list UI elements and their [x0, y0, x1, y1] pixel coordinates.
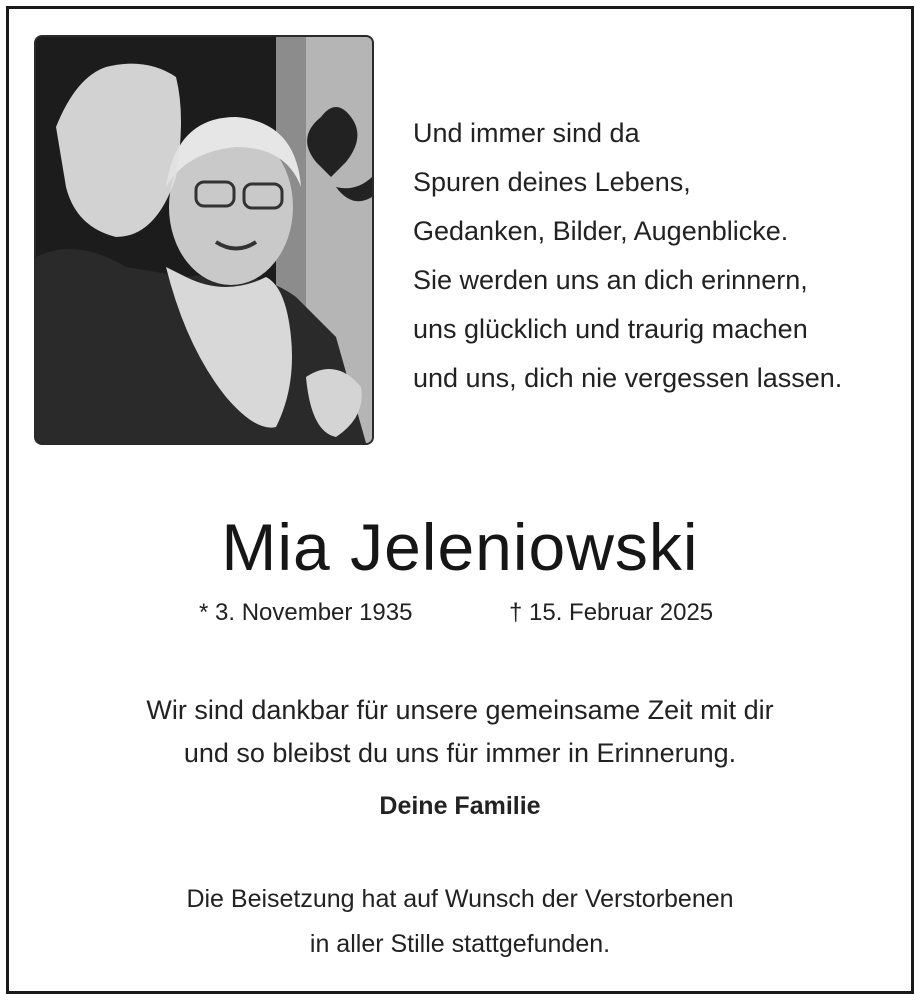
gratitude-message: [9, 689, 911, 775]
poem-line: Sie werden uns an dich erinnern,: [413, 265, 808, 295]
message-line: und so bleibst du uns für immer in Erinnerung.: [183, 738, 737, 768]
poem-line: uns glücklich und traurig machen: [413, 314, 808, 344]
poem-line: Spuren deines Lebens,: [413, 167, 691, 197]
poem: [413, 109, 893, 403]
message-line: Wir sind dankbar für unsere gemeinsame Zeit mit dir: [146, 695, 774, 725]
deceased-name: Mia Jeleniowski: [221, 510, 699, 584]
poem-line: Gedanken, Bilder, Augenblicke.: [413, 216, 789, 246]
obituary-frame: [6, 6, 914, 994]
poem-line: Und immer sind da: [413, 118, 640, 148]
birth-date: * 3. November 1935: [199, 599, 413, 626]
family-signature: Deine Familie: [379, 792, 541, 820]
burial-line: in aller Stille stattgefunden.: [309, 930, 611, 958]
burial-line: Die Beisetzung hat auf Wunsch der Verstorbenen: [186, 885, 734, 913]
death-date: † 15. Februar 2025: [509, 599, 714, 626]
burial-notice: [9, 877, 911, 967]
poem-line: und uns, dich nie vergessen lassen.: [413, 363, 843, 393]
portrait-image: [36, 37, 372, 443]
portrait-photo: [34, 35, 374, 445]
